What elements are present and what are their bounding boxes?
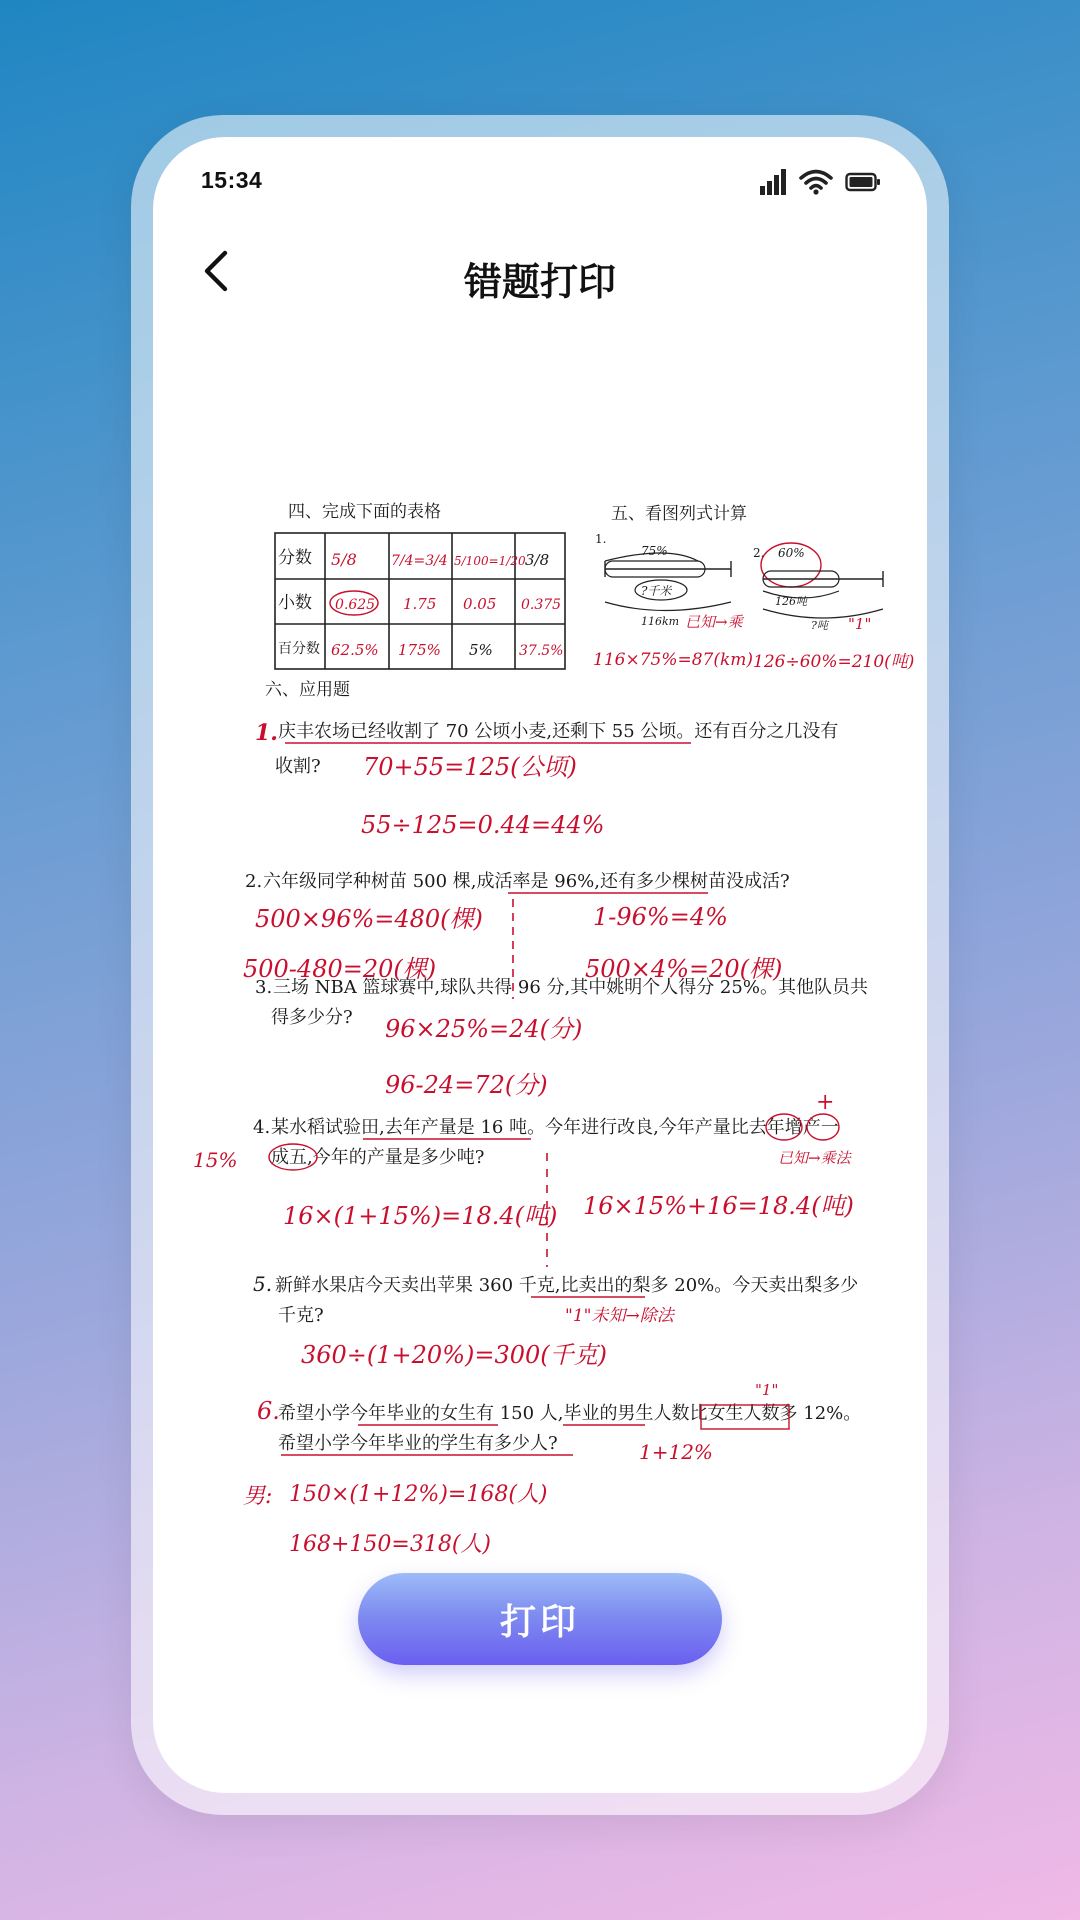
section5-title: 五、看图列式计算	[611, 504, 747, 524]
status-time: 15:34	[201, 167, 263, 193]
svg-text:75%: 75%	[641, 544, 668, 558]
phone-frame	[131, 115, 949, 1815]
battery-icon	[845, 172, 881, 192]
diagram2-answer: 126÷60%=210(吨)	[753, 652, 915, 672]
table-fraction-1: 5/8	[331, 550, 357, 569]
svg-text:6.: 6.	[257, 1397, 280, 1425]
svg-text:收割?: 收割?	[275, 756, 321, 777]
svg-text:+: +	[816, 1090, 835, 1115]
problem-6	[243, 1381, 861, 1557]
svg-text:"1": "1"	[848, 615, 872, 633]
svg-text:116km: 116km	[641, 615, 680, 628]
svg-text:60%: 60%	[778, 546, 805, 560]
table-decimal-4: 0.375	[521, 597, 562, 613]
svg-text:希望小学今年毕业的学生有多少人?: 希望小学今年毕业的学生有多少人?	[278, 1433, 558, 1454]
status-bar	[153, 137, 927, 217]
table-fraction-3: 5/100=1/20	[454, 554, 526, 568]
table-decimal-2: 1.75	[403, 595, 437, 613]
table-decimal-1: 0.625	[335, 597, 376, 613]
svg-text:3.: 3.	[255, 977, 273, 998]
svg-text:96-24=72(分): 96-24=72(分)	[385, 1071, 548, 1099]
status-icons	[759, 169, 881, 195]
svg-text:三场 NBA 篮球赛中,球队共得 96 分,其中姚明个人得分: 三场 NBA 篮球赛中,球队共得 96 分,其中姚明个人得分 25%。其他队员共	[273, 977, 868, 998]
svg-text:成五,今年的产量是多少吨?: 成五,今年的产量是多少吨?	[271, 1147, 485, 1168]
problem-1	[255, 720, 838, 839]
svg-text:96×25%=24(分): 96×25%=24(分)	[385, 1015, 583, 1043]
worksheet-image	[193, 347, 915, 1577]
svg-text:希望小学今年毕业的女生有 150 人,毕业的男生人数比女生人: 希望小学今年毕业的女生有 150 人,毕业的男生人数比女生人数多 12%。	[278, 1403, 862, 1424]
svg-text:126吨: 126吨	[775, 595, 807, 608]
problem-4	[193, 1090, 854, 1267]
print-button[interactable]: 打印	[358, 1573, 722, 1665]
svg-text:2.: 2.	[245, 871, 263, 892]
svg-text:某水稻试验田,去年产量是 16 吨。今年进行改良,今年产量比: 某水稻试验田,去年产量是 16 吨。今年进行改良,今年产量比去年增产一	[271, 1117, 839, 1138]
svg-text:5.: 5.	[253, 1272, 273, 1296]
worksheet-svg	[193, 347, 915, 1577]
section6-title: 六、应用题	[265, 680, 350, 700]
svg-text:500×4%=20(棵): 500×4%=20(棵)	[585, 955, 783, 983]
table-header-percent: 百分数	[278, 641, 320, 657]
svg-text:得多少分?: 得多少分?	[271, 1007, 353, 1028]
svg-text:?吨: ?吨	[811, 619, 828, 632]
svg-text:新鲜水果店今天卖出苹果 360 千克,比卖出的梨多 20%。: 新鲜水果店今天卖出苹果 360 千克,比卖出的梨多 20%。今天卖出梨多少	[275, 1275, 859, 1296]
svg-text:16×15%+16=18.4(吨): 16×15%+16=18.4(吨)	[583, 1192, 854, 1220]
page-title: 错题打印	[463, 260, 616, 304]
problem-5	[253, 1272, 858, 1369]
problem-3	[255, 977, 868, 1099]
svg-text:2.: 2.	[753, 546, 765, 560]
svg-text:?千米: ?千米	[641, 584, 672, 598]
svg-text:"1": "1"	[755, 1381, 779, 1399]
svg-text:1.: 1.	[255, 720, 278, 746]
diagram1-answer: 116×75%=87(km)	[593, 650, 754, 670]
signal-icon	[759, 169, 787, 195]
table-percent-4: 37.5%	[519, 643, 564, 659]
svg-text:4.: 4.	[253, 1117, 271, 1138]
svg-text:70+55=125(公顷): 70+55=125(公顷)	[363, 753, 577, 781]
table-decimal-3: 0.05	[463, 595, 497, 613]
svg-text:1-96%=4%: 1-96%=4%	[593, 903, 728, 931]
nav-bar	[153, 217, 927, 327]
svg-text:已知→乘法: 已知→乘法	[778, 1149, 851, 1167]
svg-text:"1"未知→除法: "1"未知→除法	[565, 1306, 674, 1326]
table-percent-2: 175%	[398, 641, 441, 659]
svg-text:已知→乘: 已知→乘	[685, 613, 743, 631]
svg-text:150×(1+12%)=168(人): 150×(1+12%)=168(人)	[289, 1482, 548, 1507]
bar-diagram-1	[593, 532, 753, 670]
svg-text:男:: 男:	[243, 1484, 273, 1509]
svg-text:六年级同学种树苗 500 棵,成活率是 96%,还有多少棵树: 六年级同学种树苗 500 棵,成活率是 96%,还有多少棵树苗没成活?	[263, 871, 790, 892]
svg-text:15%: 15%	[193, 1148, 238, 1172]
svg-text:千克?: 千克?	[278, 1305, 324, 1326]
table-header-fraction: 分数	[278, 548, 312, 568]
wifi-icon	[799, 169, 833, 195]
table-fraction-2: 7/4=3/4	[391, 553, 448, 569]
svg-text:168+150=318(人): 168+150=318(人)	[289, 1532, 492, 1557]
table-percent-3: 5%	[469, 641, 493, 659]
svg-text:360÷(1+20%)=300(千克): 360÷(1+20%)=300(千克)	[301, 1341, 608, 1369]
phone-screen	[153, 137, 927, 1793]
svg-text:55÷125=0.44=44%: 55÷125=0.44=44%	[361, 811, 605, 839]
table-percent-1: 62.5%	[331, 641, 379, 659]
svg-text:500-480=20(棵): 500-480=20(棵)	[243, 955, 437, 983]
svg-text:庆丰农场已经收割了 70 公顷小麦,还剩下 55 公顷。还有: 庆丰农场已经收割了 70 公顷小麦,还剩下 55 公顷。还有百分之几没有	[278, 721, 839, 742]
svg-text:1.: 1.	[595, 532, 607, 546]
section4-title: 四、完成下面的表格	[288, 502, 441, 522]
table-fraction-4: 3/8	[525, 551, 550, 569]
svg-text:16×(1+15%)=18.4(吨): 16×(1+15%)=18.4(吨)	[283, 1202, 558, 1230]
svg-text:500×96%=480(棵): 500×96%=480(棵)	[255, 905, 483, 933]
svg-text:1+12%: 1+12%	[639, 1440, 713, 1464]
table-header-decimal: 小数	[278, 593, 312, 613]
bar-diagram-2	[753, 543, 914, 672]
